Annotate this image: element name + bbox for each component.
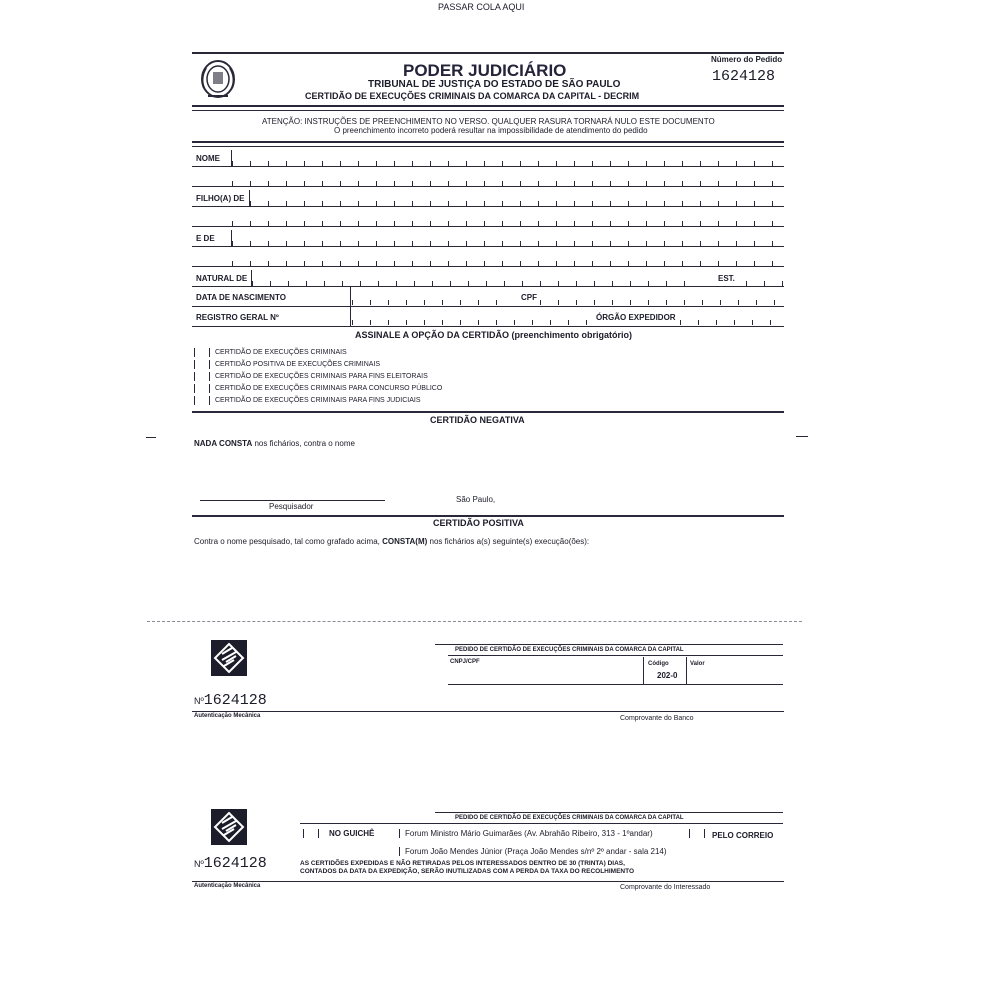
header-court: TRIBUNAL DE JUSTIÇA DO ESTADO DE SÃO PAULO xyxy=(368,79,621,90)
positiva-text: Contra o nome pesquisado, tal como grafado acima, CONSTA(M) nos fichários a(s) seguinte(s) execução(ões): xyxy=(194,537,590,546)
field-label-est: EST. xyxy=(718,274,735,283)
field-label-rg: REGISTRO GERAL Nº xyxy=(196,313,279,322)
nada-consta-text: NADA CONSTA nos fichários, contra o nome xyxy=(194,439,355,448)
notice-rule-2 xyxy=(192,146,784,147)
receipt-number: Nº1624128 xyxy=(194,855,267,872)
no-guiche-option[interactable]: NO GUICHÊ xyxy=(329,829,375,838)
bank-logo-icon xyxy=(211,809,247,845)
field-label-nascimento: DATA DE NASCIMENTO xyxy=(196,293,286,302)
notice-line-2: O preenchimento incorreto poderá resultar na impossibilidade de atendimento do pedido xyxy=(334,126,648,135)
pesquisador-signature-line[interactable] xyxy=(200,500,385,501)
header-bottom-rule xyxy=(192,105,784,107)
receipt-autenticacao-label: Autenticação Mecânica xyxy=(194,883,261,889)
valor-label: Valor xyxy=(690,661,705,667)
negativa-heading: CERTIDÃO NEGATIVA xyxy=(430,415,525,425)
order-number: 1624128 xyxy=(712,68,776,85)
field-label-filho: FILHO(A) DE xyxy=(196,194,245,203)
field-label-e-de: E DE xyxy=(196,234,215,243)
field-label-cpf: CPF xyxy=(521,293,537,302)
header-top-rule xyxy=(192,52,784,54)
receipt-warning-1: AS CERTIDÕES EXPEDIDAS E NÃO RETIRADAS PELOS INTERESSADOS DENTRO DE 30 (TRINTA) DIAS, xyxy=(300,860,625,867)
option-label: CERTIDÃO DE EXECUÇÕES CRIMINAIS xyxy=(215,349,347,356)
option-label: CERTIDÃO DE EXECUÇÕES CRIMINAIS PARA FINS ELEITORAIS xyxy=(215,373,428,380)
header-title: PODER JUDICIÁRIO xyxy=(403,61,567,80)
bank-comprovante-label: Comprovante do Banco xyxy=(620,715,694,722)
sao-paulo-date: São Paulo, xyxy=(456,495,496,504)
codigo-label: Código xyxy=(648,661,669,667)
orgao-input[interactable] xyxy=(680,320,783,325)
codigo-value: 202-0 xyxy=(657,671,678,680)
notice-line-1: ATENÇÃO: INSTRUÇÕES DE PREENCHIMENTO NO VERSO. QUALQUER RASURA TORNARÁ NULO ESTE DOCUMENTO xyxy=(262,117,715,126)
field-label-natural: NATURAL DE xyxy=(196,274,248,283)
order-number-label: Número do Pedido xyxy=(711,55,783,64)
bank-autenticacao-label: Autenticação Mecânica xyxy=(194,713,261,719)
glue-note: PASSAR COLA AQUI xyxy=(438,2,525,12)
header-bottom-rule-2 xyxy=(192,110,784,111)
bank-number: Nº1624128 xyxy=(194,692,267,709)
options-heading: ASSINALE A OPÇÃO DA CERTIDÃO (preenchimento obrigatório) xyxy=(355,330,633,340)
header-certificate-type: CERTIDÃO DE EXECUÇÕES CRIMINAIS DA COMARCA DA CAPITAL - DECRIM xyxy=(305,91,640,101)
pelo-correio-option[interactable]: PELO CORREIO xyxy=(712,831,774,840)
receipt-warning-2: CONTADOS DA DATA DA EXPEDIÇÃO, SERÃO INUTILIZADAS COM A PERDA DA TAXA DO RECOLHIMENTO xyxy=(300,868,635,875)
cpf-input[interactable] xyxy=(540,300,783,305)
receipt-comprovante-label: Comprovante do Interessado xyxy=(620,884,711,891)
perforation-line xyxy=(147,621,802,622)
rg-input[interactable] xyxy=(352,320,592,325)
positiva-rule xyxy=(192,515,784,517)
notice-rule xyxy=(192,141,784,143)
negativa-rule xyxy=(192,411,784,413)
court-seal-emblem xyxy=(198,58,238,100)
forum-option-2[interactable]: Forum João Mendes Júnior (Praça João Mendes s/nº 2º andar - sala 214) xyxy=(405,847,667,856)
bank-request-title: PEDIDO DE CERTIDÃO DE EXECUÇÕES CRIMINAIS DA COMARCA DA CAPITAL xyxy=(455,647,684,653)
field-label-orgao: ÓRGÃO EXPEDIDOR xyxy=(596,313,676,322)
field-label-nome: NOME xyxy=(196,154,220,163)
forum-option-1[interactable]: Forum Ministro Mário Guimarães (Av. Abrahão Ribeiro, 313 - 1ºandar) xyxy=(405,829,653,838)
receipt-request-title: PEDIDO DE CERTIDÃO DE EXECUÇÕES CRIMINAIS DA COMARCA DA CAPITAL xyxy=(455,815,684,821)
option-label: CERTIDÃO DE EXECUÇÕES CRIMINAIS PARA FINS JUDICIAIS xyxy=(215,397,421,404)
cnpj-label: CNPJ/CPF xyxy=(450,659,480,665)
nascimento-input[interactable] xyxy=(352,300,502,305)
option-label: CERTIDÃO DE EXECUÇÕES CRIMINAIS PARA CONCURSO PÚBLICO xyxy=(215,385,443,392)
bank-logo-icon xyxy=(211,640,247,676)
positiva-heading: CERTIDÃO POSITIVA xyxy=(433,518,524,528)
pesquisador-label: Pesquisador xyxy=(269,502,314,511)
option-label: CERTIDÃO POSITIVA DE EXECUÇÕES CRIMINAIS xyxy=(215,361,381,368)
